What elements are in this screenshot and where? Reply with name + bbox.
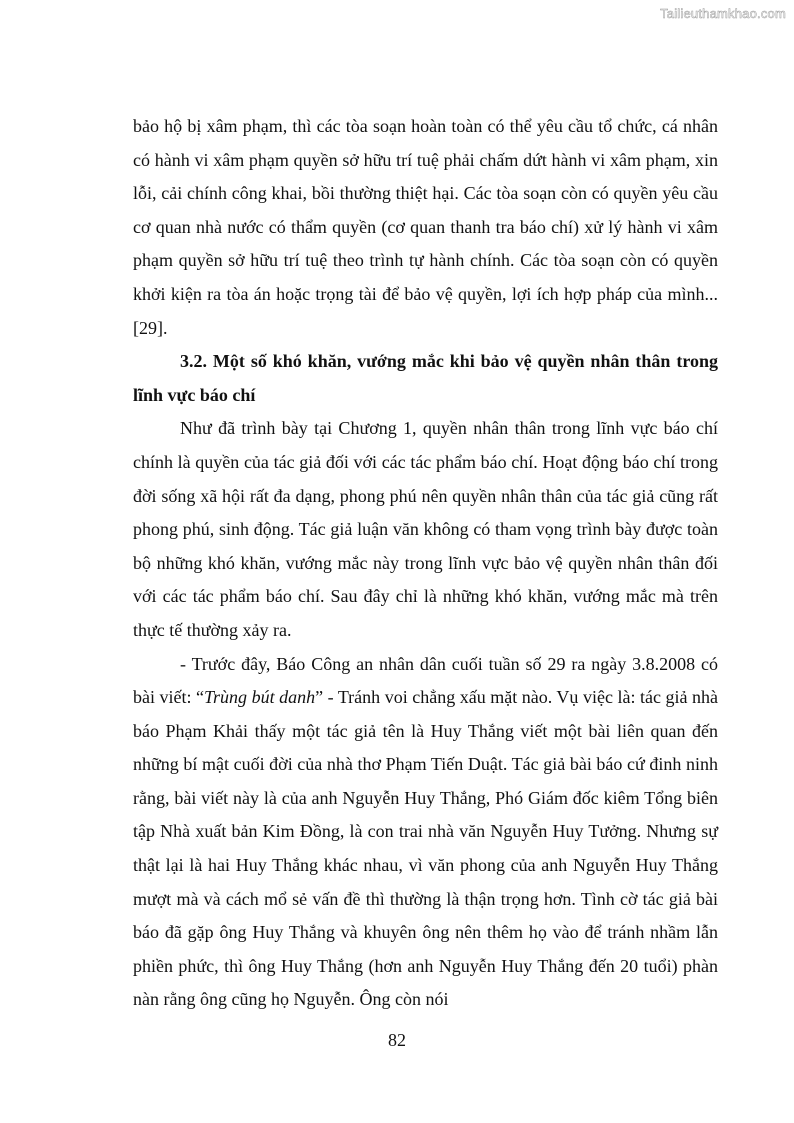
watermark: Tailieuthamkhao.com: [660, 6, 786, 21]
paragraph-case: [133, 648, 718, 1018]
article-title: Trùng bút danh: [204, 687, 316, 708]
paragraph-continuation: bảo hộ bị xâm phạm, thì các tòa soạn hoàn toàn có thể yêu cầu tổ chức, cá nhân có hành vi xâm phạm quyền sở hữu trí tuệ phải chấm dứt hành vi xâm phạm, xin lỗi, cải chính công khai, bồi thường thiệt hại. Các tòa soạn còn có quyền yêu cầu cơ quan nhà nước có thẩm quyền (cơ quan thanh tra báo chí) xử lý hành vi xâm phạm quyền sở hữu trí tuệ theo trình tự hành chính. Các tòa soạn còn có quyền khởi kiện ra tòa án hoặc trọng tài để bảo vệ quyền, lợi ích hợp pháp của mình... [29].: [133, 116, 718, 338]
page-number: 82: [388, 1030, 406, 1050]
case-text-rest: ” - Tránh voi chẳng xấu mặt nào. Vụ việc là: tác giả nhà báo Phạm Khải thấy một tác giả tên là Huy Thắng viết một bài liên quan đến những bí mật cuối đời của nhà thơ Phạm Tiến Duật. Tác giả bài báo cứ đinh ninh rằng, bài viết này là của anh Nguyễn Huy Thắng, Phó Giám đốc kiêm Tổng biên tập Nhà xuất bản Kim Đồng, là con trai nhà văn Nguyễn Huy Tưởng. Nhưng sự thật lại là hai Huy Thắng khác nhau, vì văn phong của anh Nguyễn Huy Thắng mượt mà và cách mổ sẻ vấn đề thì thường là thận trọng hơn. Tình cờ tác giả bài báo đã gặp ông Huy Thắng và khuyên ông nên thêm họ vào để tránh nhầm lẫn phiền phức, thì ông Huy Thắng (hơn anh Nguyễn Huy Thắng đến 20 tuổi) phàn nàn rằng ông cũng họ Nguyễn. Ông còn nói: [133, 687, 718, 1010]
section-heading: 3.2. Một số khó khăn, vướng mắc khi bảo vệ quyền nhân thân trong lĩnh vực báo chí: [133, 351, 718, 405]
paragraph-intro: Như đã trình bày tại Chương 1, quyền nhân thân trong lĩnh vực báo chí chính là quyền của tác giả đối với các tác phẩm báo chí. Hoạt động báo chí trong đời sống xã hội rất đa dạng, phong phú nên quyền nhân thân của tác giả cũng rất phong phú, sinh động. Tác giả luận văn không có tham vọng trình bày được toàn bộ những khó khăn, vướng mắc này trong lĩnh vực bảo vệ quyền nhân thân đối với các tác phẩm báo chí. Sau đây chỉ là những khó khăn, vướng mắc mà trên thực tế thường xảy ra.: [133, 418, 718, 640]
document-body: [133, 110, 718, 1017]
case-text-start: - Trước đây, Báo Công an nhân dân cuối tuần số 29 ra ngày 3.8.2008 có bài viết: “: [133, 653, 718, 708]
